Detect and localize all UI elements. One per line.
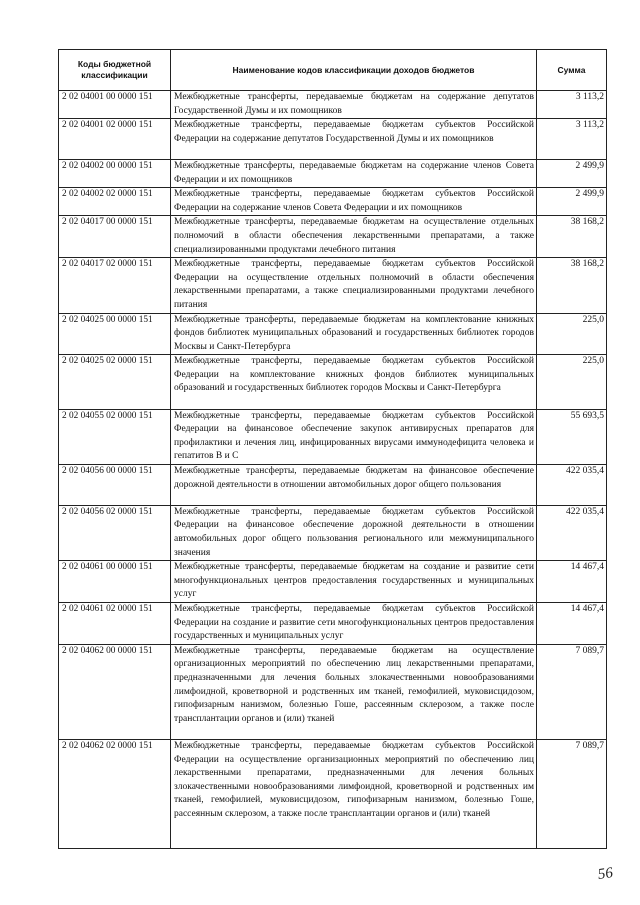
row-code: 2 02 04061 00 0000 151 (59, 561, 171, 603)
table-row (59, 159, 607, 187)
row-sum: 38 168,2 (537, 216, 607, 258)
row-name: Межбюджетные трансферты, передаваемые бюджетам субъектов Российской Федерации на осуществление организационных мероприятий по обеспечению лиц лекарственными препаратами, предназначенными для лечения больных злокачественными новообразованиями лимфоидной, кроветворной и родственных им тканей, гемофилией, муковисцидозом, гипофизарным нанизмом, болезнью Гоше, рассеянным склерозом, а также после трансплантации органов и (или) тканей (171, 739, 537, 848)
row-code: 2 02 04062 00 0000 151 (59, 644, 171, 739)
table-row (59, 603, 607, 645)
row-sum: 2 499,9 (537, 188, 607, 216)
header-name: Наименование кодов классификации доходов бюджетов (171, 50, 537, 91)
row-code: 2 02 04055 02 0000 151 (59, 409, 171, 464)
row-name: Межбюджетные трансферты, передаваемые бюджетам субъектов Российской Федерации на создание и развитие сети многофункциональных центров предоставления государственных и муниципальных услуг (171, 603, 537, 645)
table-row (59, 409, 607, 464)
row-name: Межбюджетные трансферты, передаваемые бюджетам на осуществление отдельных полномочий в области обеспечения лекарственными препаратами, а также специализированными продуктами лечебного питания (171, 216, 537, 258)
table-row (59, 216, 607, 258)
row-sum: 14 467,4 (537, 603, 607, 645)
row-code: 2 02 04001 00 0000 151 (59, 91, 171, 119)
row-sum: 422 035,4 (537, 505, 607, 560)
row-code: 2 02 04062 02 0000 151 (59, 739, 171, 848)
row-sum: 2 499,9 (537, 159, 607, 187)
table-row (59, 561, 607, 603)
row-sum: 38 168,2 (537, 258, 607, 313)
row-sum: 3 113,2 (537, 91, 607, 119)
table-row (59, 644, 607, 739)
table-row (59, 505, 607, 560)
row-name: Межбюджетные трансферты, передаваемые бюджетам субъектов Российской Федерации на финансовое обеспечение закупок антивирусных препаратов для профилактики и лечения лиц, инфицированных вирусами иммунодефицита человека и гепатитов В и С (171, 409, 537, 464)
row-code: 2 02 04017 02 0000 151 (59, 258, 171, 313)
table-row (59, 258, 607, 313)
row-name: Межбюджетные трансферты, передаваемые бюджетам на содержание членов Совета Федерации и их помощников (171, 159, 537, 187)
header-code: Коды бюджетной классификации (59, 50, 171, 91)
header-sum: Сумма (537, 50, 607, 91)
budget-classification-table (58, 49, 607, 849)
row-code: 2 02 04061 02 0000 151 (59, 603, 171, 645)
row-code: 2 02 04001 02 0000 151 (59, 119, 171, 160)
row-code: 2 02 04025 02 0000 151 (59, 355, 171, 409)
row-sum: 225,0 (537, 355, 607, 409)
table-header-row (59, 50, 607, 91)
row-sum: 7 089,7 (537, 644, 607, 739)
row-sum: 3 113,2 (537, 119, 607, 160)
row-code: 2 02 04056 02 0000 151 (59, 505, 171, 560)
row-name: Межбюджетные трансферты, передаваемые бюджетам на осуществление организационных мероприятий по обеспечению лиц лекарственными препаратами, предназначенными для лечения больных злокачественными новообразованиями лимфоидной, кроветворной и родственных им тканей, гемофилией, муковисцидозом, гипофизарным нанизмом, болезнью Гоше, рассеянным склерозом, а также после трансплантации органов и (или) тканей (171, 644, 537, 739)
row-sum: 55 693,5 (537, 409, 607, 464)
table-row (59, 465, 607, 506)
row-name: Межбюджетные трансферты, передаваемые бюджетам на финансовое обеспечение дорожной деятельности в отношении автомобильных дорог общего пользования (171, 465, 537, 506)
row-name: Межбюджетные трансферты, передаваемые бюджетам субъектов Российской Федерации на финансовое обеспечение дорожной деятельности в отношении автомобильных дорог общего пользования регионального или межмуниципального значения (171, 505, 537, 560)
table-row (59, 739, 607, 848)
table-row (59, 313, 607, 355)
row-sum: 14 467,4 (537, 561, 607, 603)
table-row (59, 91, 607, 119)
row-code: 2 02 04002 02 0000 151 (59, 188, 171, 216)
row-name: Межбюджетные трансферты, передаваемые бюджетам на создание и развитие сети многофункциональных центров предоставления государственных и муниципальных услуг (171, 561, 537, 603)
row-code: 2 02 04056 00 0000 151 (59, 465, 171, 506)
table-row (59, 188, 607, 216)
page-number: 56 (596, 865, 614, 883)
row-name: Межбюджетные трансферты, передаваемые бюджетам субъектов Российской Федерации на содержание членов Совета Федерации и их помощников (171, 188, 537, 216)
row-name: Межбюджетные трансферты, передаваемые бюджетам на содержание депутатов Государственной Думы и их помощников (171, 91, 537, 119)
row-name: Межбюджетные трансферты, передаваемые бюджетам субъектов Российской Федерации на комплектование книжных фондов библиотек муниципальных образований и государственных библиотек городов Москвы и Санкт-Петербурга (171, 355, 537, 409)
row-name: Межбюджетные трансферты, передаваемые бюджетам на комплектование книжных фондов библиотек муниципальных образований и государственных библиотек городов Москвы и Санкт-Петербурга (171, 313, 537, 355)
row-name: Межбюджетные трансферты, передаваемые бюджетам субъектов Российской Федерации на осуществление отдельных полномочий в области обеспечения лекарственными препаратами, а также специализированными продуктами лечебного питания (171, 258, 537, 313)
row-sum: 7 089,7 (537, 739, 607, 848)
row-code: 2 02 04017 00 0000 151 (59, 216, 171, 258)
row-code: 2 02 04025 00 0000 151 (59, 313, 171, 355)
row-sum: 225,0 (537, 313, 607, 355)
table-body (59, 91, 607, 849)
table-row (59, 355, 607, 409)
row-sum: 422 035,4 (537, 465, 607, 506)
row-code: 2 02 04002 00 0000 151 (59, 159, 171, 187)
row-name: Межбюджетные трансферты, передаваемые бюджетам субъектов Российской Федерации на содержание депутатов Государственной Думы и их помощников (171, 119, 537, 160)
table-row (59, 119, 607, 160)
